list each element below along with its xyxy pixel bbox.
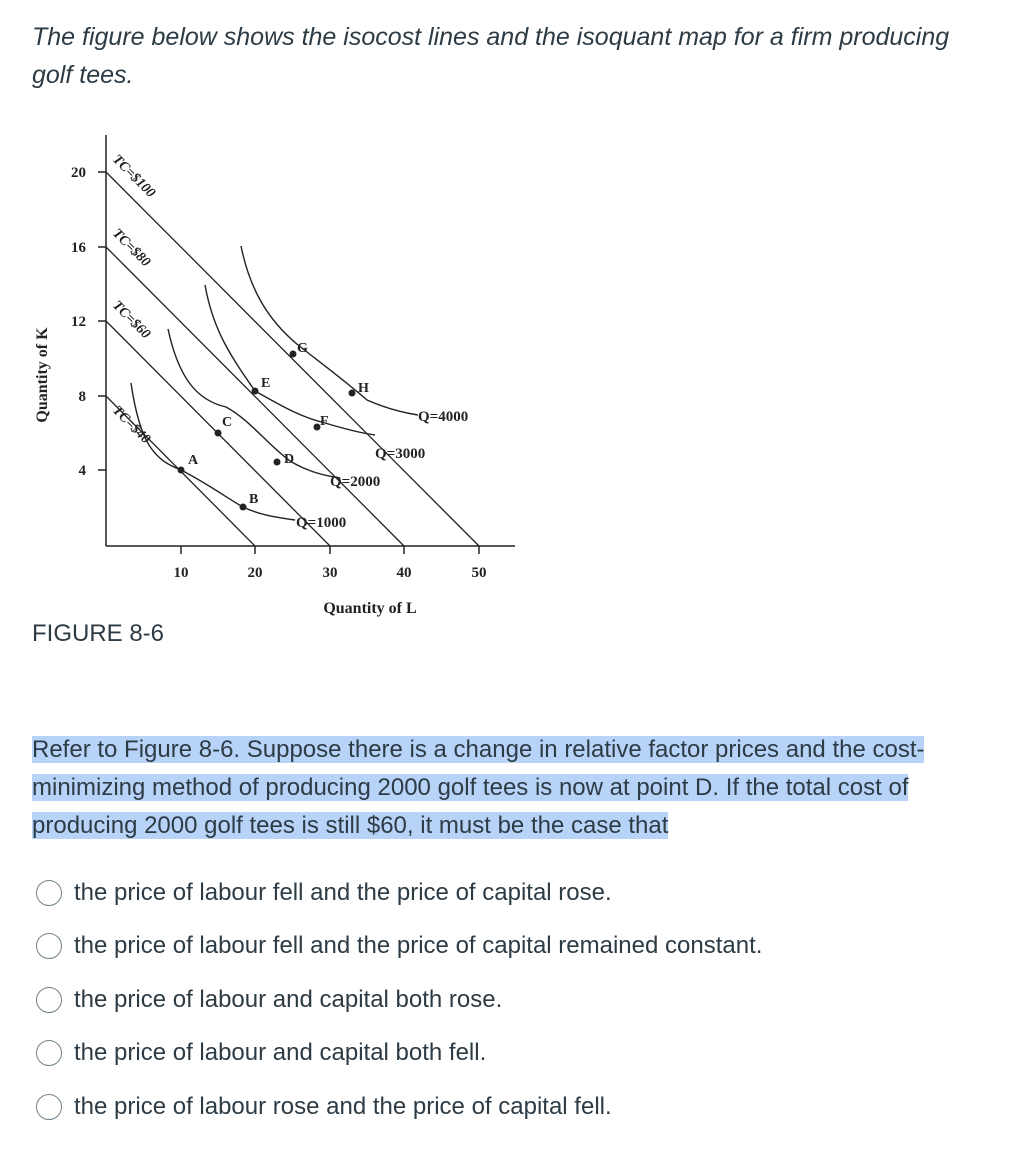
option-label: the price of labour fell and the price of capital remained constant. [74,932,763,960]
answer-option[interactable] [36,1080,996,1134]
point-label-f: F [320,414,329,429]
option-label: the price of labour rose and the price of capital fell. [74,1092,612,1120]
point-d [274,459,281,466]
point-a [178,467,185,474]
isocost-lines [106,172,479,546]
x-tick-label: 10 [173,565,189,581]
isocost-label-tc80: TC=$80 [109,226,153,270]
point-label-e: E [261,376,271,391]
radio-button[interactable] [36,987,62,1013]
point-g [290,351,297,358]
radio-button[interactable] [36,1040,62,1066]
x-tick-label: 20 [247,565,263,581]
answer-option[interactable] [36,973,996,1027]
radio-button[interactable] [36,880,62,906]
figure-caption: FIGURE 8-6 [32,620,165,647]
x-tick-label: 30 [322,565,338,581]
y-axis-label: Quantity of K [34,327,51,423]
y-tick-label: 8 [78,389,86,405]
x-ticks [181,546,479,554]
answer-options [36,866,996,1134]
answer-option[interactable] [36,866,996,920]
x-tick-label: 40 [396,565,412,581]
isocost-tc100 [106,172,479,546]
isoquant-label-q1000: Q=1000 [296,515,347,531]
isocost-label-tc60: TC=$60 [109,298,153,342]
y-tick-label: 4 [78,463,86,479]
point-c [215,430,222,437]
y-tick-label: 20 [71,165,86,181]
isoquant-q1000 [131,383,295,520]
point-e [252,388,259,395]
point-b [240,504,247,511]
answer-option[interactable] [36,920,996,974]
isoquant-label-q2000: Q=2000 [330,474,381,490]
point-label-d: D [284,452,295,467]
points [178,351,356,511]
point-label-g: G [297,341,308,356]
y-tick-label: 12 [71,314,86,330]
isoquant-isocost-figure [0,115,560,620]
x-tick-label: 50 [471,565,487,581]
option-label: the price of labour and capital both rose. [74,985,503,1013]
x-axis-label: Quantity of L [323,600,417,617]
answer-option[interactable] [36,1027,996,1081]
isoquant-label-q3000: Q=3000 [375,446,426,462]
intro-text: The figure below shows the isocost lines and the isoquant map for a firm producing golf tees. [32,23,950,89]
isocost-label-tc40: TC=$40 [109,403,153,447]
option-label: the price of labour and capital both fell. [74,1039,487,1067]
point-label-a: A [188,453,199,468]
isoquant-q3000 [205,285,375,435]
radio-button[interactable] [36,1094,62,1120]
option-label: the price of labour fell and the price of capital rose. [74,878,612,906]
point-label-b: B [249,492,259,507]
point-h [349,390,356,397]
point-label-c: C [222,415,233,430]
isocost-label-tc100: TC=$100 [109,152,158,201]
y-ticks [98,172,106,470]
point-label-h: H [358,381,369,396]
question-prompt [32,731,990,845]
radio-button[interactable] [36,933,62,959]
isoquant-label-q4000: Q=4000 [418,409,469,425]
y-tick-label: 16 [71,240,86,256]
question-prompt-text: Refer to Figure 8-6. Suppose there is a change in relative factor prices and the cost-minimizing method of producing 2000 golf tees is now at point D. If the total cost of producing 2000 golf tees is still $60, it must be the case that [32,736,925,839]
